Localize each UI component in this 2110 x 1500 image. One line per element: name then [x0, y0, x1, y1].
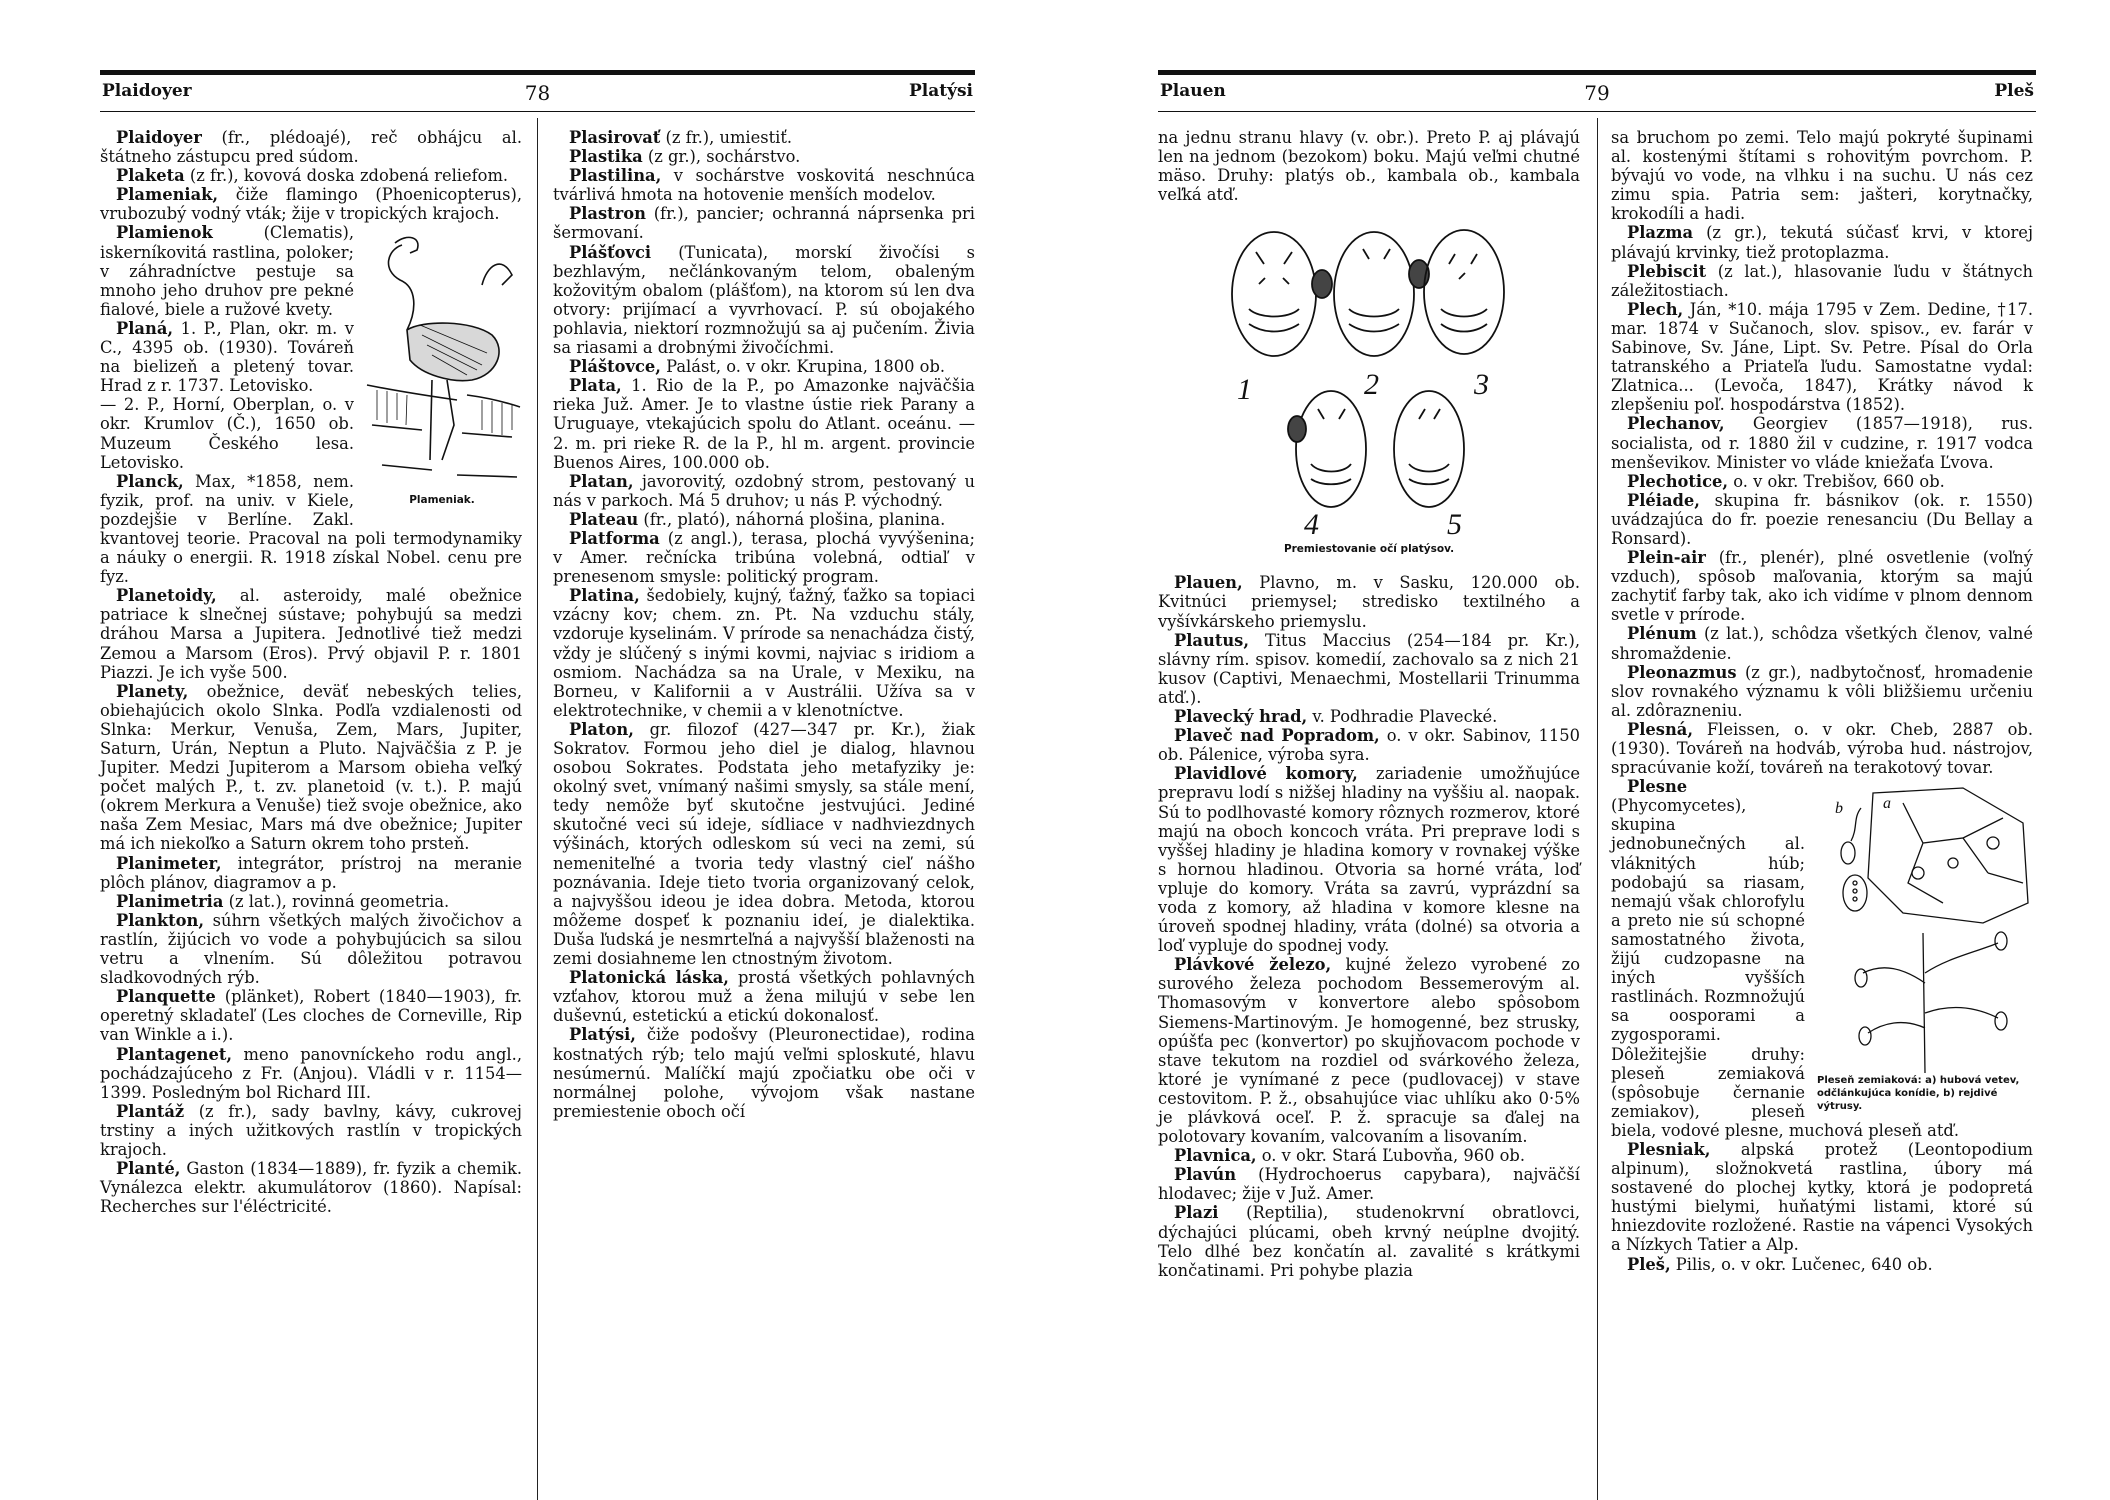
entry-headword: Platan, — [569, 471, 634, 491]
entry-headword: Platforma — [569, 528, 660, 548]
entry-headword: Plech, — [1627, 299, 1684, 319]
dictionary-entry — [1611, 1255, 2033, 1274]
entry-headword: Plávkové železo, — [1174, 955, 1332, 975]
entry-body: o. v okr. Stará Ľubovňa, 960 ob. — [1256, 1146, 1526, 1166]
entry-body: (fr., plató), náhorná plošina, planina. — [638, 509, 946, 529]
entry-headword: Plastron — [569, 204, 646, 224]
entry-body: alpská protež (Leontopodium alpinum), složnokvetá rastlina, úbory má sostavené do plochej kytky, ktorá je podopretá hustými bielymi, huňatými listami, ktoré sú hniezdovite rozložené. Rastie na vápenci Vysokých a Nízkych Tatier a Alp. — [1611, 1139, 2033, 1255]
entry-body: (fr.), pancier; ochranná náprsenka pri šermovaní. — [553, 204, 975, 243]
dictionary-entry — [553, 510, 975, 529]
fungus-drawing — [1813, 783, 2033, 1073]
entry-body: (Hydrochoerus capybara), najväčší hlodavec; žije v Juž. Amer. — [1158, 1165, 1580, 1204]
entry-headword: Plastilina, — [569, 166, 662, 186]
dictionary-entry — [1611, 720, 2033, 777]
entry-body: Pilis, o. v okr. Lučenec, 640 ob. — [1670, 1254, 1933, 1274]
entry-headword: Plata, — [569, 376, 622, 396]
column-divider — [537, 118, 538, 1500]
entry-headword: Plazma — [1627, 223, 1693, 243]
figure-number: 3 — [1474, 368, 1489, 402]
dictionary-entry — [1611, 414, 2033, 471]
entry-headword: Planck, — [116, 471, 184, 491]
entry-body: javorovitý, ozdobný strom, pestovaný u nás v parkoch. Má 5 druhov; u nás P. východný. — [553, 471, 975, 510]
entry-headword: Plazi — [1174, 1203, 1219, 1223]
entry-body: Plavno, m. v Sasku, 120.000 ob. Kvitnúci priemysel; stredisko textilného a vyšívkárskeho priemyslu. — [1158, 573, 1580, 631]
entry-body: na jednu stranu hlavy (v. obr.). Preto P. aj plávajú len na jednom (bezokom) boku. Majú veľmi chutné mäso. Druhy: platýs ob., kambala ob., kambala veľká atď. — [1158, 128, 1580, 205]
flatfish-eyes-illustration — [1219, 214, 1519, 559]
entries-continued — [1158, 128, 1580, 204]
entry-body: meno panovníckeho rodu angl., pochádzajúceho z Fr. (Anjou). Vládli v r. 1154—1399. Posledným bol Richard III. — [100, 1044, 522, 1102]
column-1 — [100, 128, 522, 1216]
dictionary-entry — [1611, 223, 2033, 261]
entry-headword: Plebiscit — [1627, 261, 1707, 281]
dictionary-entry — [1158, 1165, 1580, 1203]
figure-number: 2 — [1364, 368, 1379, 402]
dictionary-entry — [100, 892, 522, 911]
figure-number: 1 — [1237, 373, 1252, 407]
entry-body: Titus Maccius (254—184 pr. Kr.), slávny rím. spisov. komedií, zachovalo sa z nich 21 kusov (Captivi, Menaechmi, Mostellarii Trinumma atď.). — [1158, 630, 1580, 707]
column-1 — [1158, 128, 1580, 1280]
entry-headword: Platýsi, — [569, 1025, 636, 1045]
entry-body: (fr., plédoajé), reč obhájcu al. štátneho zástupcu pred súdom. — [100, 128, 522, 167]
entry-body: (z lat.), hlasovanie ľudu v štátnych záležitostiach. — [1611, 261, 2033, 300]
entry-body: čiže flamingo (Phoenicopterus), vrubozubý vodný vták; žije v tropických krajoch. — [100, 185, 522, 224]
entry-headword: Plameniak, — [116, 185, 219, 205]
dictionary-entry — [100, 1159, 522, 1216]
figure-caption: Pleseň zemiaková: a) hubová vetev, odčlánkujúca konídie, b) rejdivé výtrusy. — [1817, 1075, 2020, 1113]
entry-body: sa bruchom po zemi. Telo majú pokryté šupinami al. kostenými štítami s rohovitým povrchom. P. bývajú vo vode, na vlhku i na suchu. U nás cez zimu spia. Patria sem: jašteri, korytnačky, krokodíli a hadi. — [1611, 128, 2033, 224]
entry-headword: Plavecký hrad, — [1174, 707, 1308, 727]
entry-headword: Plavidlové komory, — [1174, 764, 1358, 784]
entry-headword: Platon, — [569, 719, 634, 739]
dictionary-entry — [553, 243, 975, 358]
entry-body: čiže podošvy (Pleuronectidae), rodina kostnatých rýb; telo majú veľmi sploskuté, hlavu nesúmernú. Malíčkí majú zpočiatku obe oči v normálnej polohe, vývojom však nastane premiestenie oboch očí — [553, 1025, 975, 1121]
dictionary-entry — [1611, 663, 2033, 720]
entry-headword: Pleonazmus — [1627, 662, 1737, 682]
figure-label: a — [1883, 795, 1891, 813]
dictionary-entry — [100, 987, 522, 1044]
entry-headword: Planquette — [116, 987, 216, 1007]
entry-body: súhrn všetkých malých živočichov a rastlín, žijúcich vo vode a pohybujúcich sa silou vetru a vlnením. Sú dôležitou potravou sladkovodných rýb. — [100, 910, 522, 988]
entry-body: (z fr.), sady bavlny, kávy, cukrovej trstiny a iných užitkových rastlín v tropických krajoch. — [100, 1101, 522, 1159]
entry-body: integrátor, prístroj na meranie plôch plánov, diagramov a p. — [100, 853, 522, 892]
entry-headword: Plauen, — [1174, 573, 1243, 593]
entry-body: (Phycomycetes), skupina jednobunečných al. vláknitých húb; podobajú sa riasam, nemajú však chlorofylu a preto nie sú schopné samostatného života, žijú cudzopasne na iných vyšších rastlinách. Rozmnožujú sa oosporami a zygosporami. Dôležitejšie druhy: pleseň zemiaková (spôsobuje černanie zemiakov), pleseň biela, vodové plesne, muchová pleseň atď. — [1611, 796, 1960, 1140]
entry-body: Palást, o. v okr. Krupina, 1800 ob. — [660, 357, 946, 377]
entry-body: (Tunicata), morskí živočísi s bezhlavým, nečlánkovaným telom, obaleným kožovitým obalom (plášťom), na ktorom sú len dva otvory: prijímací a vyvrhovací. P. sú obojakého pohlavia, niektorí rozmnožujú sa aj pučením. Živia sa riasami a drobnými živočíchmi. — [553, 242, 975, 358]
entry-body: (z gr.), nadbytočnosť, hromadenie slov rovnakého významu k vôli bližšiemu určeniu al. zdôrazneniu. — [1611, 662, 2033, 720]
figure-caption: Premiestovanie očí platýsov. — [1283, 543, 1455, 556]
entry-headword: Planá, — [116, 318, 174, 338]
dictionary-entry — [553, 357, 975, 376]
entry-body: (fr., plenér), plné osvetlenie (voľný vzduch), spôsob maľovania, ktorým sa majú zachytiť farby tak, ako ich vidíme v plnom dennom svetle v prírode. — [1611, 548, 2033, 625]
entry-body: v sochárstve voskovitá neschnúca tvárlivá hmota na hotovenie menších modelov. — [553, 166, 975, 205]
dictionary-entry — [553, 529, 975, 586]
dictionary-entry — [553, 720, 975, 968]
entry-headword: Platina, — [569, 586, 640, 606]
entry-body: o. v okr. Trebišov, 660 ob. — [1728, 471, 1945, 491]
entry-headword: Plavnica, — [1174, 1146, 1257, 1166]
flamingo-drawing — [362, 225, 522, 495]
page-header — [1158, 70, 2036, 112]
dictionary-entry — [1611, 300, 2033, 415]
dictionary-entry — [1158, 1203, 1580, 1279]
dictionary-entry — [553, 128, 975, 147]
dictionary-entry — [1611, 624, 2033, 662]
potato-blight-illustration — [1813, 783, 2033, 1113]
entry-headword: Plavún — [1174, 1165, 1237, 1185]
entry-body: (z angl.), terasa, plochá vyvýšenina; v Amer. rečnícka tribúna volebná, odtiaľ v prenesenom smysle: politický program. — [553, 528, 975, 587]
column-divider — [1597, 118, 1598, 1500]
entry-headword: Planetoidy, — [116, 586, 217, 606]
page-number: 78 — [524, 81, 551, 105]
dictionary-entry — [1158, 955, 1580, 1146]
dictionary-entry — [1158, 573, 1580, 630]
entry-headword: Planimetria — [116, 891, 224, 911]
entry-body: 1. P., Plan, okr. m. v C., 4395 ob. (1930). Továreň na bielizeň a pletený tovar. Hrad z r. 1737. Letovisko. — [100, 318, 354, 396]
dictionary-entry — [553, 376, 975, 471]
entry-body: (z fr.), kovová doska zdobená reliefom. — [184, 166, 509, 186]
header-right-word: Platýsi — [908, 81, 973, 101]
dictionary-entry — [553, 166, 975, 204]
entry-headword: Plaveč nad Popradom, — [1174, 726, 1380, 746]
entry-body: (z lat.), rovinná geometria. — [223, 891, 450, 911]
entry-body: Ján, *10. mája 1795 v Zem. Dedine, †17. mar. 1874 v Sučanoch, slov. spisov., ev. farár v Sabinove, Sv. Jáne, Lipt. Sv. Petre. Písal do Orla tatranského a Priateľa ľudu. Samostatne vydal: Zlatnica... (Levoča, 1847), Krátky návod k zlepšeniu poľ. hospodárstva (1852). — [1611, 299, 2033, 415]
entries — [100, 128, 522, 1216]
entry-headword: Plantagenet, — [116, 1044, 233, 1064]
entry-headword: Pléiade, — [1627, 490, 1700, 510]
dictionary-entry — [1158, 726, 1580, 764]
dictionary-entry — [1158, 128, 1580, 204]
header-left-word: Plauen — [1160, 81, 1226, 101]
entry-body: v. Podhradie Plavecké. — [1307, 707, 1498, 727]
column-2 — [1611, 128, 2033, 1274]
entry-headword: Plesniak, — [1627, 1139, 1711, 1159]
dictionary-entry — [553, 204, 975, 242]
figure-number: 4 — [1304, 508, 1319, 540]
header-right-word: Pleš — [1994, 81, 2034, 101]
entry-headword: Plautus, — [1174, 630, 1250, 650]
entry-body: Fleissen, o. v okr. Cheb, 2887 ob. (1930). Továreň na hodváb, výroba hud. nástrojov, spracúvanie koží, továreň na terakotový tovar. — [1611, 719, 2033, 778]
entry-body: (plänket), Robert (1840—1903), fr. operetný skladateľ (Les cloches de Corneville, Rip van Winkle a i.). — [100, 987, 522, 1045]
entry-body: Max, *1858, nem. fyzik, prof. na univ. v Kiele, pozdejšie v Berlíne. Zakl. kvantovej teorie. Pracoval na poli termodynamiky a náuky o energii. R. 1918 získal Nobel. cenu pre fyz. — [100, 471, 522, 587]
entry-headword: Plateau — [569, 509, 639, 529]
column-2 — [553, 128, 975, 1121]
entry-body: (z fr.), umiestiť. — [660, 128, 793, 147]
entry-headword: Plesne — [1627, 777, 1688, 797]
entry-headword: Plénum — [1627, 624, 1697, 644]
dictionary-entry — [1158, 631, 1580, 707]
dictionary-entry — [100, 166, 522, 185]
dictionary-entry — [1611, 548, 2033, 624]
dictionary-entry — [100, 682, 522, 854]
dictionary-entry — [1611, 491, 2033, 548]
entry-body: prostá všetkých pohlavných vzťahov, ktorou muž a žena milujú v sebe len duševnú, estetickú a etickú dokonalosť. — [553, 968, 975, 1026]
header-left-word: Plaidoyer — [102, 81, 192, 101]
page-number: 79 — [1584, 81, 1610, 105]
entry-headword: Planety, — [116, 681, 189, 701]
entry-body: o. v okr. Sabinov, 1150 ob. Pálenice, výroba syra. — [1158, 726, 1580, 765]
entry-body: 1. Rio de la P., po Amazonke najväčšia rieka Juž. Amer. Je to vlastne ústie riek Parany a Uruguaye, vtekajúcich spolu do Atlant. oceánu. — 2. m. pri rieke R. de la P., hl m. argent. provincie Buenos Aires, 100.000 ob. — [553, 376, 975, 472]
right-page — [1158, 0, 2036, 1500]
figure-label: b — [1835, 800, 1843, 818]
entry-body: (z gr.), tekutá súčasť krvi, v ktorej plávajú krvinky, tiež protoplazma. — [1611, 223, 2033, 262]
entry-body: (Clematis), iskerníkovitá rastlina, poloker; v záhradníctve pestuje sa mnoho jeho druhov pre pekné fialové, biele a ružové kvety. — [100, 223, 354, 319]
entries — [1158, 573, 1580, 1279]
entry-body: Georgiev (1857—1918), rus. socialista, od r. 1880 žil v cudzine, r. 1917 vodca menševikov. Minister vo vláde kniežaťa Ľvova. — [1611, 414, 2033, 472]
flamingo-illustration — [362, 225, 522, 510]
dictionary-entry — [1158, 764, 1580, 955]
dictionary-entry — [100, 185, 522, 223]
entry-headword: Platonická láska, — [569, 968, 729, 988]
entries — [1611, 223, 2033, 1273]
dictionary-entry — [553, 1025, 975, 1120]
entry-headword: Plasirovať — [569, 128, 661, 147]
dictionary-entry — [100, 586, 522, 681]
dictionary-entry — [1158, 707, 1580, 726]
entry-body: Gaston (1834—1889), fr. fyzik a chemik. Vynálezca elektr. akumulátorov (1860). Napísal: Recherches sur l'éléctricité. — [100, 1159, 522, 1217]
entry-body: (z lat.), schôdza všetkých členov, valné shromaždenie. — [1611, 624, 2033, 663]
figure-caption: Plameniak. — [409, 494, 475, 507]
entry-body: gr. filozof (427—347 pr. Kr.), žiak Sokratov. Formou jeho diel je dialog, hlavnou osobou Sokrates. Podstata jeho metafyziky je: okolný svet, vnímaný našimi smysly, sa stále mení, tedy nemôže byť skutočne jestvujúci. Jediné skutočné veci sú ideje, sídliace v nadhviezdnych výšinách, ktorých odleskom sú veci na zemi, sú nemeniteľné a tvoria tedy vlastný cieľ nášho poznávania. Ideje tieto tvoria organizovaný celok, a najvyššou ideou je idea dobra. Metoda, ktorou môžeme dospeť k poznaniu ideí, je dialektika. Duša ľudská je nesmrteľná a najvyšší blaženosti na zemi dosiahneme len ctnostným životom. — [553, 719, 975, 969]
flatfish-heads-drawing — [1219, 214, 1519, 539]
dictionary-entry — [553, 586, 975, 720]
entry-headword: Plechotice, — [1627, 471, 1729, 491]
entry-headword: Plamienok — [116, 223, 213, 243]
figure-number: 5 — [1447, 508, 1462, 540]
entry-body: al. asteroidy, malé obežnice patriace k slnečnej sústave; pohybujú sa medzi dráhou Marsa a Jupitera. Jednotlivé tiež medzi Zemou a Marsom (Eros). Prvý objavil P. r. 1801 Piazzi. Je ich vyše 500. — [100, 586, 522, 682]
dictionary-entry — [1611, 128, 2033, 223]
entry-headword: Planimeter, — [116, 853, 222, 873]
dictionary-entry — [553, 472, 975, 510]
entries-continued — [1611, 128, 2033, 223]
entry-headword: Plaidoyer — [116, 128, 202, 147]
dictionary-entry — [1158, 1146, 1580, 1165]
entry-headword: Plantáž — [116, 1101, 185, 1121]
entry-headword: Plechanov, — [1627, 414, 1725, 434]
left-page — [100, 0, 975, 1500]
entry-headword: Plein-air — [1627, 548, 1706, 568]
entry-headword: Planté, — [116, 1159, 181, 1179]
entry-body: skupina fr. básnikov (ok. r. 1550) uvádzajúca do fr. poezie renesanciu (Du Bellay a Ronsard). — [1611, 490, 2033, 548]
entry-headword: Plaketa — [116, 166, 185, 186]
dictionary-entry — [553, 147, 975, 166]
entry-body: (Reptilia), studenokrvní obratlovci, dýchajúci plúcami, obeh krvný neúplne dvojitý. Telo dlhé bez končatín al. zavalité s krátkymi končatinami. Pri pohybe plazia — [1158, 1203, 1580, 1280]
page-header — [100, 70, 975, 112]
entries — [553, 128, 975, 1121]
dictionary-entry — [1611, 262, 2033, 300]
entry-headword: Pleš, — [1627, 1254, 1671, 1274]
dictionary-entry — [553, 968, 975, 1025]
entry-headword: Plastika — [569, 147, 643, 167]
dictionary-entry — [100, 911, 522, 987]
dictionary-entry — [100, 128, 522, 166]
dictionary-entry — [100, 1102, 522, 1159]
entry-body: — 2. P., Horní, Oberplan, o. v okr. Krumlov (Č.), 1650 ob. Muzeum Českého lesa. Letovisko. — [100, 395, 354, 472]
entry-body: obežnice, deväť nebeských telies, obiehajúcich okolo Slnka. Podľa vzdialenosti od Slnka: Merkur, Venuša, Zem, Mars, Jupiter, Saturn, Urán, Neptun a Pluto. Najväčšia z P. je Jupiter. Medzi Jupiterom a Marsom obieha veľký počet malých P., t. zv. planetoid (v. t.). P. majú (okrem Merkura a Venuše) tiež svoje obežnice, ako naša Zem Mesiac, Mars má dve obežnice; Jupiter má ich niekoľko a Saturn okrem toho prsteň. — [100, 681, 522, 854]
dictionary-entry — [100, 1045, 522, 1102]
entry-headword: Plášťovci — [569, 242, 652, 262]
entry-body: kujné železo vyrobené zo surového železa pochodom Bessemerovým al. Thomasovým v konvertore alebo spôsobom Siemens-Martinovým. Je homogenné, bez strusky, opúšťa pec (konvertor) po skujňovacom pochode v stave tekutom na rozdiel od svárkového železa, ktoré je vynímané z pece (pudlovacej) v stave cestovitom. P. ž., obsahujúce viac uhlíku ako 0·5% je plávková oceľ. P. ž. spracuje sa ďalej na polotovary kovaním, valcovaním a lisovaním. — [1158, 955, 1580, 1147]
entry-body: zariadenie umožňujúce prepravu lodí s nižšej hladiny na vyššiu al. naopak. Sú to podlhovasté komory rôznych rozmerov, ktoré majú na oboch koncoch vráta. Pri preprave lodi s vyššej hladiny je hladina komory v rovnakej výške s hornou hladinou. Otvoria sa horné vráta, loď vpluje do komory. Vráta sa zavrú, vyprázdní sa voda z komory, až hladina v komore klesne na úroveň spodnej hladiny, vráta (dolné) sa otvoria a loď vypluje do spodnej vody. — [1158, 764, 1580, 956]
entry-body: (z gr.), sochárstvo. — [642, 147, 801, 167]
entry-body: šedobiely, kujný, ťažný, ťažko sa topiaci vzácny kov; chem. zn. Pt. Na vzduchu stály, vzdoruje kyselinám. V prírode sa nenachádza čistý, vždy je slúčený s inými kovmi, najviac s iridiom a osmiom. Nachádza sa na Urale, v Mexiku, na Borneu, v Kalifornii a v Austrálii. Užíva sa v elektrotechnike, v chemii a v klenotníctve. — [553, 586, 975, 720]
dictionary-entry — [1611, 472, 2033, 491]
dictionary-entry — [1611, 1140, 2033, 1255]
dictionary-entry — [100, 854, 522, 892]
entry-headword: Plesná, — [1627, 719, 1694, 739]
entry-headword: Plankton, — [116, 910, 204, 930]
entry-headword: Pláštovce, — [569, 357, 661, 377]
